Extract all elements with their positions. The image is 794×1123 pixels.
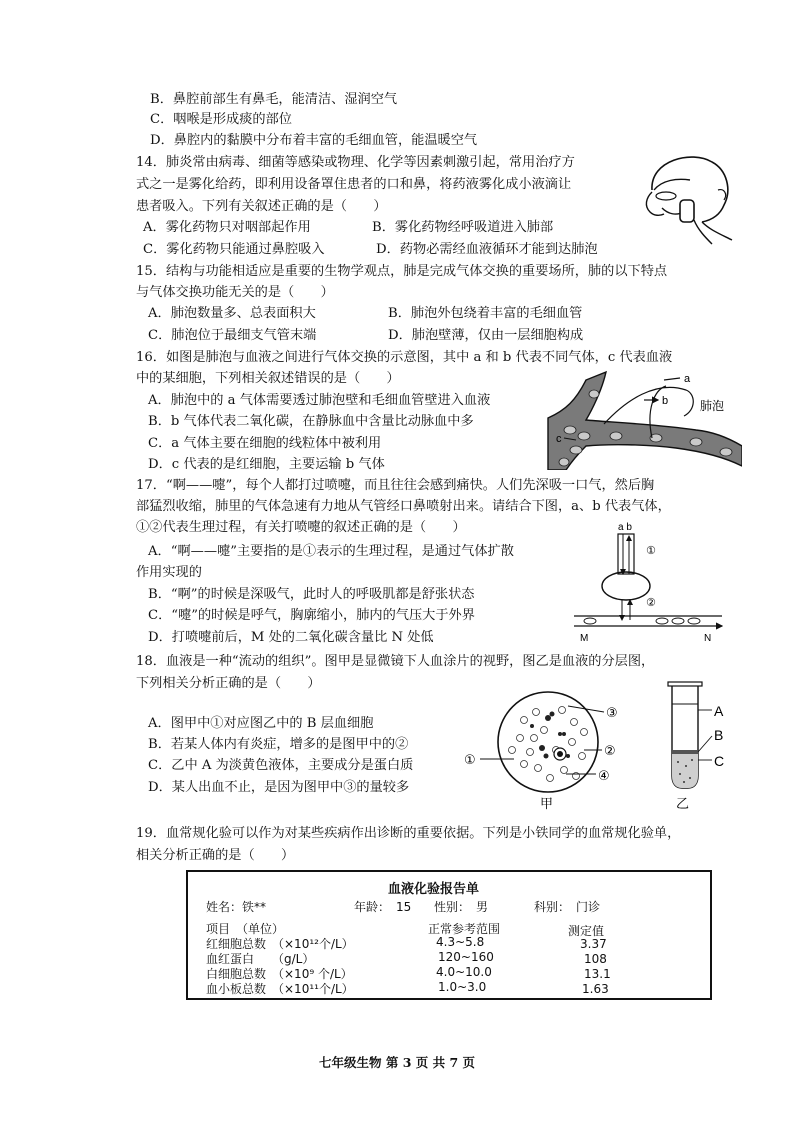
q17-label-m: M [580,633,589,644]
report-row-range: 4.3~5.8 [436,935,485,949]
q18-blood-smear-figure [464,690,644,812]
q17-label-ab: a b [618,522,632,533]
q16-option-b: B．b 气体代表二氧化碳，在静脉血中含量比动脉血中多 [148,414,474,429]
q16-label-alveolus: 肺泡 [700,399,725,413]
q18-label-3: ③ [606,705,618,720]
q17-label-1: ① [646,545,656,557]
q16-option-c: C．a 气体主要在细胞的线粒体中被利用 [148,436,382,451]
q16-stem-line2: 中的某细胞，下列相关叙述错误的是（ ） [136,371,400,386]
q17-option-b: B．“啊”的时候是深吸气，此时人的呼吸肌都是舒张状态 [148,587,475,602]
q18-option-b: B．若某人体内有炎症，增多的是图甲中的② [148,737,409,752]
q16-label-b: b [662,395,669,407]
q18-label-2: ② [604,743,616,758]
q14-nebulizer-figure [632,150,742,245]
q18-test-tube-figure [664,680,740,812]
q16-stem-line1: 16．如图是肺泡与血液之间进行气体交换的示意图，其中 a 和 b 代表不同气体，c 代表血液 [136,350,673,365]
q18-option-d: D．某人出血不止，是因为图甲中③的量较多 [148,780,410,795]
report-row-value: 3.37 [580,937,607,951]
q14-option-a: A．雾化药物只对咽部起作用 [143,220,311,235]
report-row-item: 血小板总数 （×10¹¹个/L） [206,982,354,996]
q18-caption-yi: 乙 [676,796,690,811]
q15-option-d: D．肺泡壁薄，仅由一层细胞构成 [388,328,584,343]
blood-report [186,870,712,1000]
q17-label-n: N [704,633,712,644]
q17-label-2: ② [646,597,656,609]
q13-option-d: D．鼻腔内的黏膜中分布着丰富的毛细血管，能温暖空气 [150,133,478,148]
q16-label-c: c [556,433,562,445]
q17-respiration-figure [574,520,724,645]
q15-option-b: B．肺泡外包绕着丰富的毛细血管 [388,306,583,321]
report-age: 年龄： 15 [354,900,412,914]
q18-layer-a: A [714,703,724,719]
q13-option-b: B．鼻腔前部生有鼻毛，能清洁、湿润空气 [150,92,398,107]
q15-option-a: A．肺泡数量多、总表面积大 [148,306,316,321]
q16-alveolus-figure [546,370,742,470]
q17-stem-line3: ①②代表生理过程，有关打喷嚏的叙述正确的是（ ） [136,520,466,535]
report-row-value: 1.63 [582,982,609,996]
q16-label-a: a [684,373,691,385]
report-sex: 性别： 男 [434,900,489,914]
q18-layer-c: C [714,753,725,769]
report-row-range: 4.0~10.0 [436,965,492,979]
report-row-item: 血红蛋白 （g/L） [206,952,315,966]
report-title: 血液化验报告单 [388,882,480,897]
q18-stem-line1: 18．血液是一种“流动的组织”。图甲是显微镜下人血涂片的视野，图乙是血液的分层图， [136,654,655,669]
q18-layer-b: B [714,727,724,743]
q15-option-c: C．肺泡位于最细支气管末端 [148,328,317,343]
q16-option-d: D．c 代表的是红细胞，主要运输 b 气体 [148,457,385,472]
q18-caption-jia: 甲 [540,796,554,811]
q13-option-c: C．咽喉是形成痰的部位 [150,112,292,127]
report-header-value: 测定值 [568,924,605,938]
report-header-range: 正常参考范围 [428,922,501,936]
q18-stem-line2: 下列相关分析正确的是（ ） [136,676,321,691]
report-name: 姓名：铁** [206,900,267,914]
q17-option-a-line2: 作用实现的 [136,565,202,580]
q18-label-4: ④ [598,768,610,783]
q17-option-d: D．打喷嚏前后，M 处的二氧化碳含量比 N 处低 [148,630,434,645]
report-dept: 科别： 门诊 [534,900,601,914]
report-header-item: 项目 （单位） [206,922,285,936]
q14-stem-line3: 患者吸入。下列有关叙述正确的是（ ） [136,199,387,214]
q14-stem-line1: 14．肺炎常由病毒、细菌等感染或物理、化学等因素刺激引起，常用治疗方 [136,155,575,170]
q18-option-c: C．乙中 A 为淡黄色液体，主要成分是蛋白质 [148,758,414,773]
report-row-item: 红细胞总数 （×10¹²个/L） [206,937,354,951]
q19-stem-line1: 19．血常规化验可以作为对某些疾病作出诊断的重要依据。下列是小铁同学的血常规化验单， [136,826,681,841]
q15-stem-line2: 与气体交换功能无关的是（ ） [136,285,334,300]
q15-stem-line1: 15．结构与功能相适应是重要的生物学观点，肺是完成气体交换的重要场所，肺的以下特点 [136,264,668,279]
report-row-value: 108 [584,952,607,966]
page-footer: 七年级生物 第 3 页 共 7 页 [318,1055,475,1070]
q17-option-a-line1: A．“啊——嚏”主要指的是①表示的生理过程，是通过气体扩散 [148,544,514,559]
q18-label-1: ① [464,752,476,767]
q14-option-b: B．雾化药物经呼吸道进入肺部 [372,220,554,235]
q17-stem-line2: 部猛烈收缩，肺里的气体急速有力地从气管经口鼻喷射出来。请结合下图，a、b 代表气体， [136,499,671,514]
q19-stem-line2: 相关分析正确的是（ ） [136,848,295,863]
q16-option-a: A．肺泡中的 a 气体需要透过肺泡壁和毛细血管壁进入血液 [148,393,491,408]
report-row-value: 13.1 [584,967,611,981]
q14-stem-line2: 式之一是雾化给药，即利用设备罩住患者的口和鼻，将药液雾化成小液滴让 [136,177,572,192]
report-row-range: 120~160 [438,950,494,964]
report-row-range: 1.0~3.0 [438,980,487,994]
q18-option-a: A．图甲中①对应图乙中的 B 层血细胞 [148,716,374,731]
q14-option-d: D．药物必需经血液循环才能到达肺泡 [376,242,598,257]
q14-option-c: C．雾化药物只能通过鼻腔吸入 [143,242,325,257]
q17-stem-line1: 17．“啊——嚏”，每个人都打过喷嚏，而且往往会感到痛快。人们先深吸一口气，然后胸 [136,478,655,493]
q17-option-c: C．“嚏”的时候是呼气，胸廓缩小，肺内的气压大于外界 [148,608,475,623]
report-row-item: 白细胞总数 （×10⁹ 个/L） [206,967,353,981]
